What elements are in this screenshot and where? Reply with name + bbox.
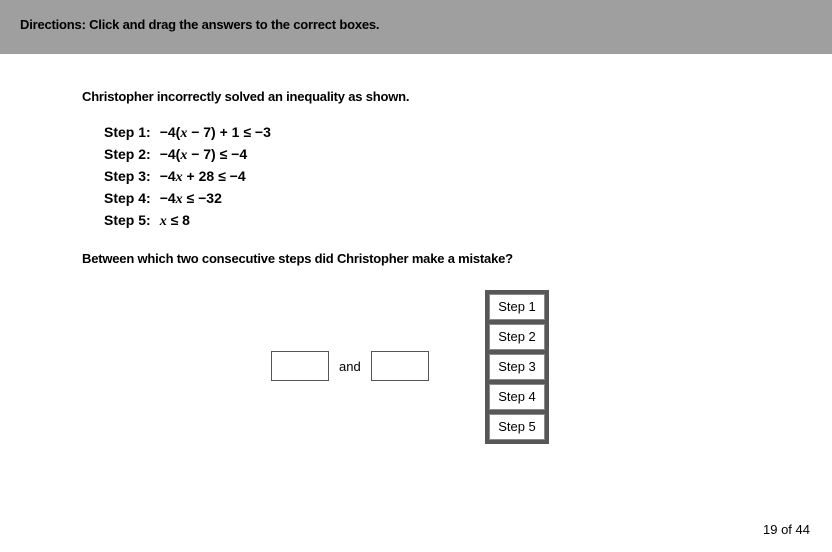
and-label: and <box>339 359 361 374</box>
step-label: Step 5: <box>104 212 151 228</box>
solution-steps <box>104 123 271 233</box>
question-text: Between which two consecutive steps did Christopher make a mistake? <box>82 251 513 266</box>
choice-step-2[interactable]: Step 2 <box>489 324 545 350</box>
choice-step-3[interactable]: Step 3 <box>489 354 545 380</box>
problem-prompt: Christopher incorrectly solved an inequality as shown. <box>82 89 410 104</box>
step-expression: −4(x − 7) ≤ −4 <box>159 146 248 163</box>
answer-bank <box>485 290 549 444</box>
step-label: Step 4: <box>104 190 151 206</box>
step-expression: −4x + 28 ≤ −4 <box>159 168 246 185</box>
page-counter: 19 of 44 <box>763 522 810 537</box>
step-label: Step 2: <box>104 146 151 162</box>
answer-drop-box-2[interactable] <box>371 351 429 381</box>
step-row <box>104 123 271 145</box>
choice-step-5[interactable]: Step 5 <box>489 414 545 440</box>
choice-step-1[interactable]: Step 1 <box>489 294 545 320</box>
step-row <box>104 211 271 233</box>
step-expression: −4x ≤ −32 <box>159 190 222 207</box>
step-row <box>104 189 271 211</box>
step-label: Step 3: <box>104 168 151 184</box>
directions-banner <box>0 0 832 54</box>
step-label: Step 1: <box>104 124 151 140</box>
step-expression: x ≤ 8 <box>159 212 190 229</box>
answer-drop-box-1[interactable] <box>271 351 329 381</box>
step-row <box>104 145 271 167</box>
choice-step-4[interactable]: Step 4 <box>489 384 545 410</box>
step-expression: −4(x − 7) + 1 ≤ −3 <box>159 124 271 141</box>
step-row <box>104 167 271 189</box>
directions-text: Directions: Click and drag the answers to the correct boxes. <box>20 17 380 32</box>
